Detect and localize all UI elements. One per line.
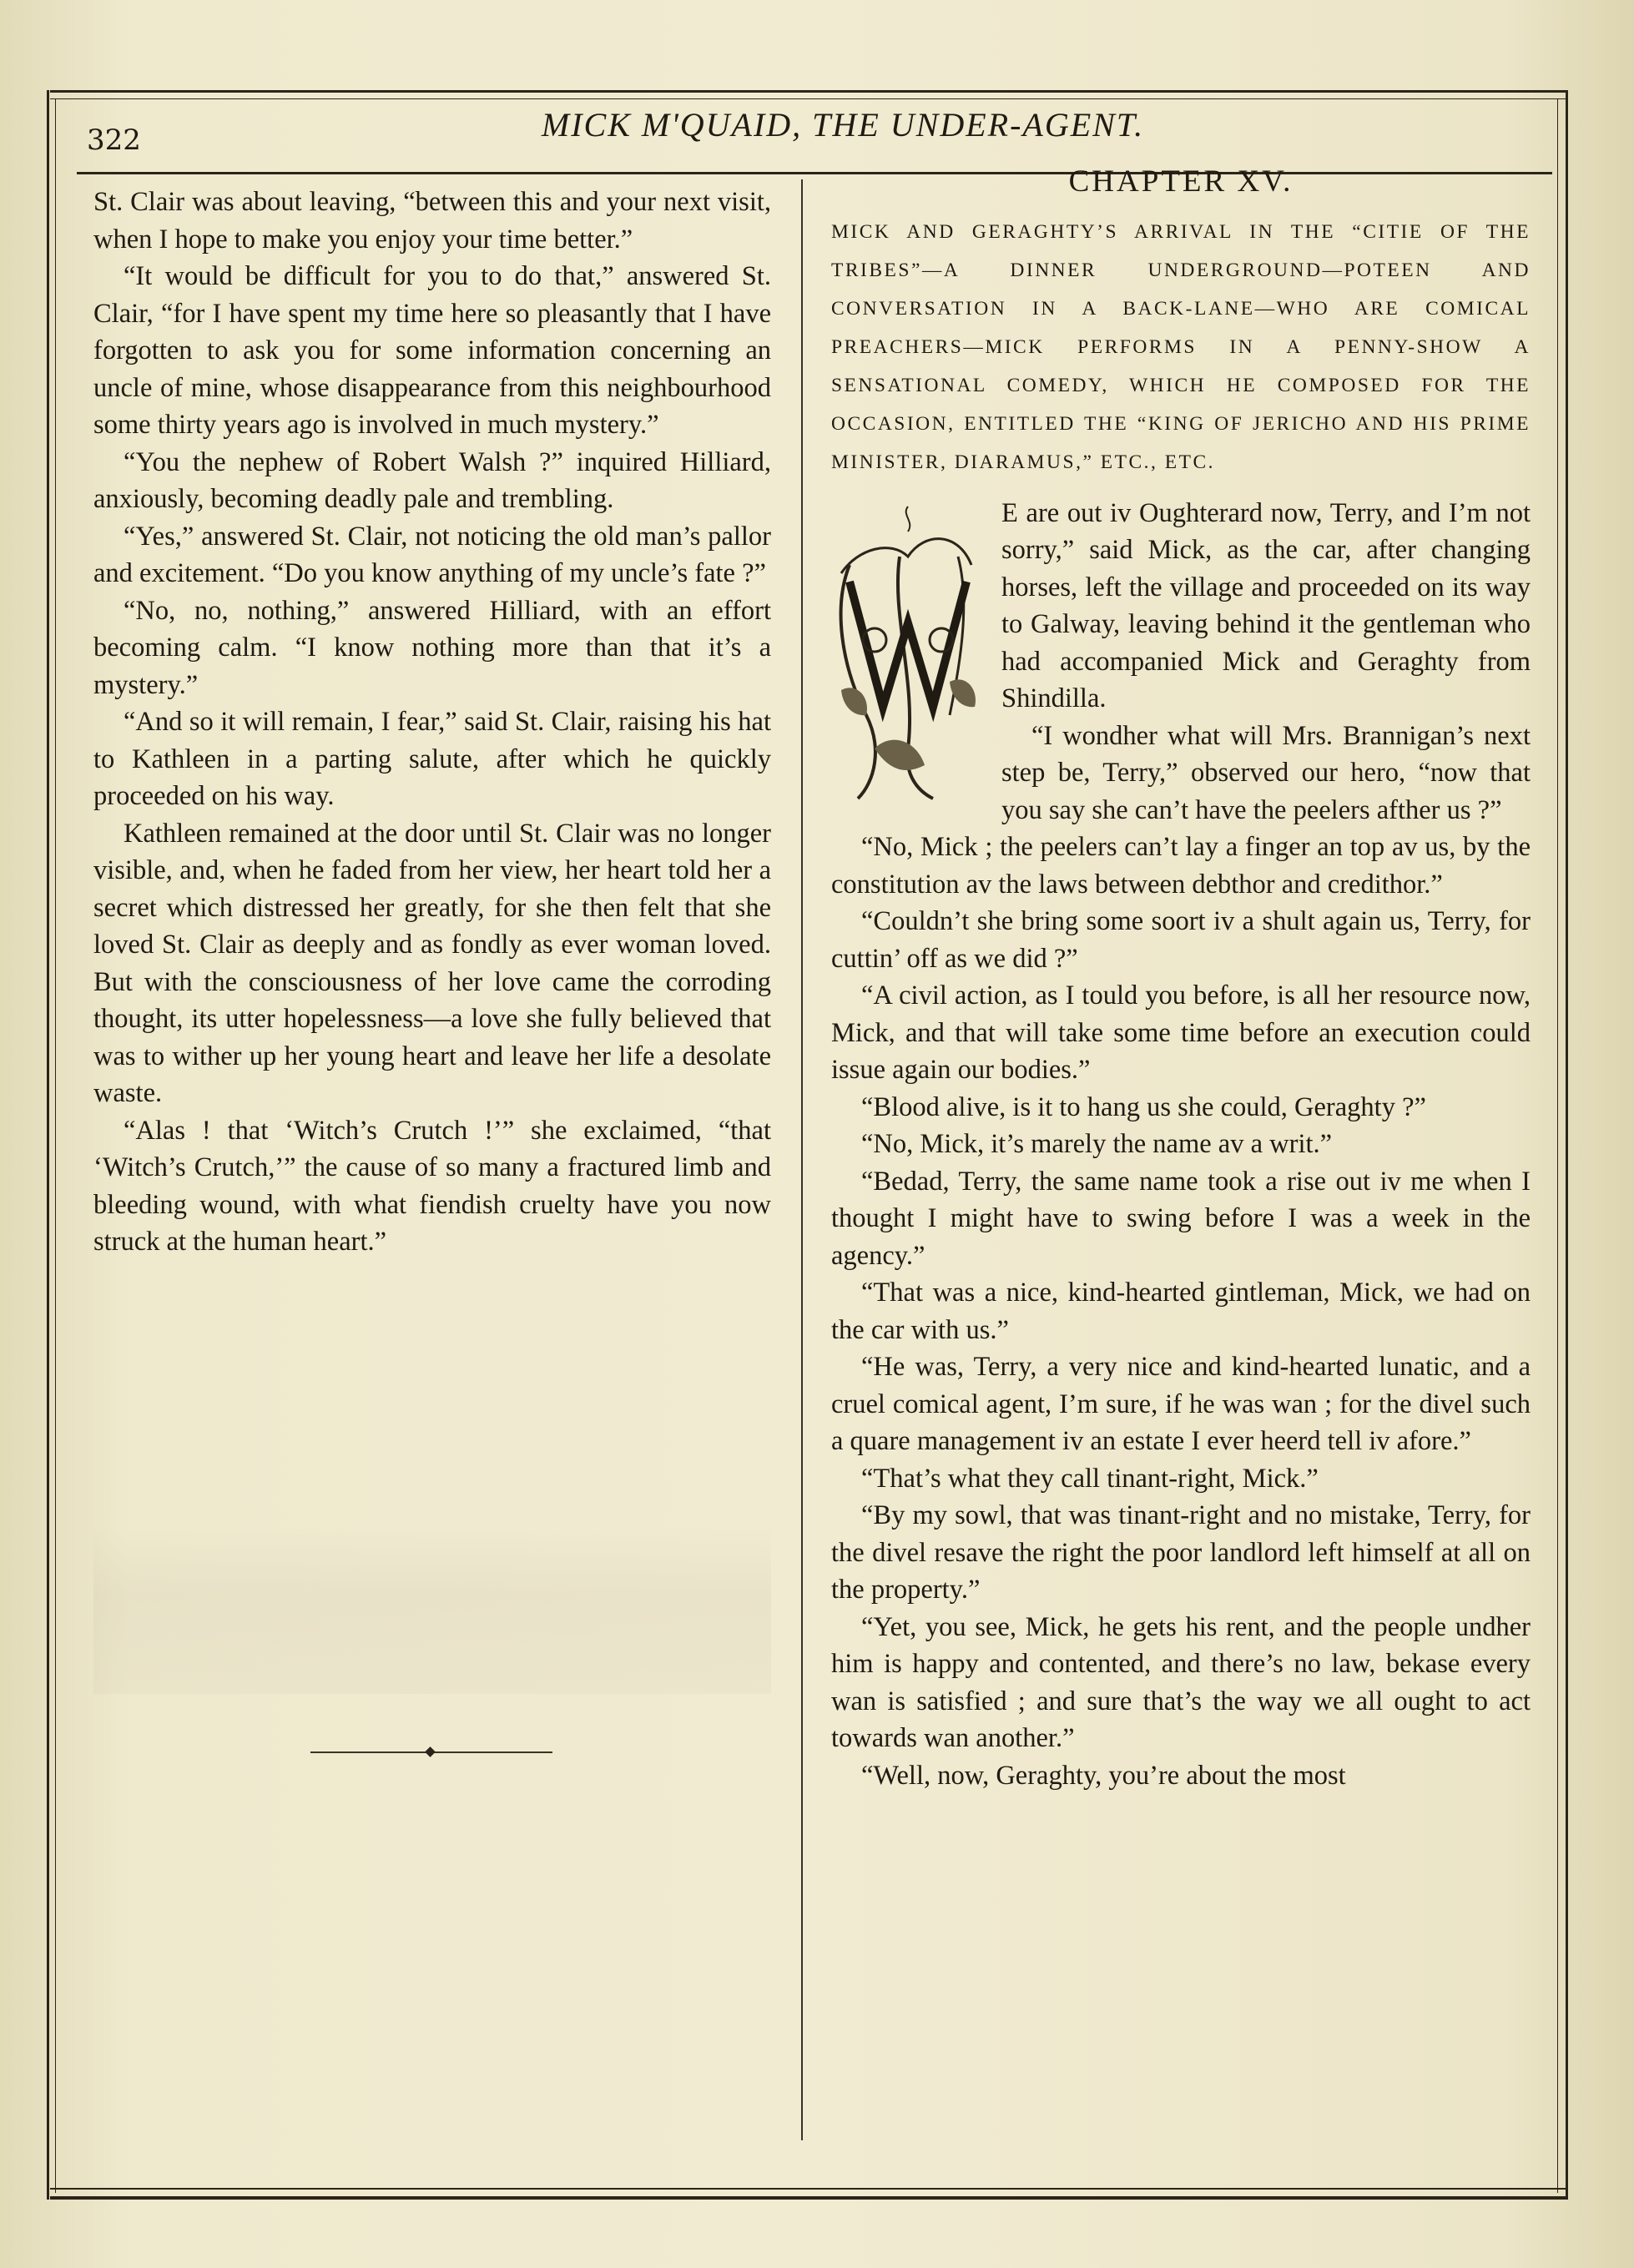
paragraph: “No, Mick, it’s marely the name av a writ.” — [861, 1129, 1333, 1159]
chapter-title: CHAPTER XV. — [1068, 164, 1294, 199]
left-column — [93, 184, 771, 1261]
paragraph: “Yes,” answered St. Clair, not noticing the old man’s pallor and excitement. “Do you know anything of my uncle’s fate ?” — [93, 521, 771, 588]
right-border-thin — [1557, 98, 1558, 2193]
drop-cap-ornament — [825, 498, 988, 809]
right-border — [1566, 90, 1568, 2200]
column-divider — [801, 179, 803, 2140]
ornamental-initial-icon — [825, 498, 988, 809]
paragraph: “That’s what they call tinant-right, Mick.” — [861, 1463, 1319, 1494]
paragraph: “He was, Terry, a very nice and kind-hearted lunatic, and a cruel comical agent, I’m sure, if he was wan ; for the divel such a quare management iv an estate I ever heerd tell iv afore.” — [831, 1352, 1531, 1456]
paragraph: “Yet, you see, Mick, he gets his rent, and the people undher him is happy and contented, and there’s no law, bekase every wan is satisfied ; and sure that’s the way we all ought to act towards wan another.” — [831, 1611, 1531, 1753]
paragraph: “I wondher what will Mrs. Brannigan’s next step be, Terry,” observed our hero, “now that you say she can’t have the peelers afther us ?” — [1001, 720, 1531, 825]
paragraph: “No, Mick ; the peelers can’t lay a finger an top av us, by the constitution av the laws between debthor and credithor.” — [831, 832, 1531, 900]
paragraph: “And so it will remain, I fear,” said St. Clair, raising his hat to Kathleen in a parting salute, after which he quickly proceeded on his way. — [93, 707, 771, 811]
bottom-rule-thin — [50, 2188, 1567, 2190]
bottom-rule — [50, 2196, 1567, 2200]
page-number: 322 — [87, 123, 141, 157]
left-border — [47, 90, 49, 2200]
paragraph: “You the nephew of Robert Walsh ?” inquired Hilliard, anxiously, becoming deadly pale and trembling. — [93, 446, 771, 514]
paragraph: “Well, now, Geraghty, you’re about the most — [861, 1760, 1346, 1791]
right-column — [831, 164, 1531, 1794]
paragraph: “By my sowl, that was tinant-right and no mistake, Terry, for the divel resave the right the poor landlord left himself at all on the property.” — [831, 1500, 1531, 1605]
paragraph: “Bedad, Terry, the same name took a rise out iv me when I thought I might have to swing before I was a week in the agency.” — [831, 1166, 1531, 1271]
running-title: MICK M'QUAID, THE UNDER-AGENT. — [541, 106, 1145, 144]
paragraph: Kathleen remained at the door until St. Clair was no longer visible, and, when he faded from her view, her heart told her a secret which distressed her greatly, for she then felt that she loved St. Clair as deeply and as fondly as ever woman loved. But with the consciousness of her love came the corroding thought, its utter hopelessness—a love she fully believed that was to wither up her young heart and leave her life a desolate waste. — [93, 818, 771, 1108]
paragraph: “That was a nice, kind-hearted gintleman, Mick, we had on the car with us.” — [831, 1278, 1531, 1345]
opening-paragraph: E are out iv Oughterard now, Terry, and I’m not sorry,” said Mick, as the car, after changing horses, left the village and proceeded on its way to Galway, leaving behind it the gentleman who had accompanied Mick and Geraghty from Shindilla. — [1001, 497, 1531, 713]
paragraph: “Blood alive, is it to hang us she could, Geraghty ?” — [861, 1091, 1426, 1122]
paragraph: St. Clair was about leaving, “between this and your next visit, when I hope to make you enjoy your time better.” — [93, 187, 771, 255]
top-rule — [50, 90, 1567, 93]
paragraph: “A civil action, as I tould you before, is all her resource now, Mick, and that will take some time before an execution could issue again our bodies.” — [831, 980, 1531, 1085]
left-border-thin — [55, 98, 56, 2193]
section-end-ornament — [310, 1747, 552, 1757]
paragraph: “Alas ! that ‘Witch’s Crutch !’” she exclaimed, “that ‘Witch’s Crutch,’” the cause of so many a fractured limb and bleeding wound, with what fiendish cruelty have you now struck at the human heart.” — [93, 1115, 771, 1257]
paragraph: “It would be difficult for you to do that,” answered St. Clair, “for I have spent my time here so pleasantly that I have forgotten to ask you for some information concerning an uncle of mine, whose disappearance from this neighbourhood some thirty years ago is involved in much mystery.” — [93, 261, 771, 440]
paragraph: “No, no, nothing,” answered Hilliard, with an effort becoming calm. “I know nothing more than that it’s a mystery.” — [93, 595, 771, 700]
paragraph: “Couldn’t she bring some soort iv a shult again us, Terry, for cuttin’ off as we did ?” — [831, 906, 1531, 974]
bleed-through-shadow — [93, 1527, 771, 1694]
chapter-summary: MICK AND GERAGHTY’S ARRIVAL IN THE “CITIE OF THE TRIBES”—A DINNER UNDERGROUND—POTEEN AND CONVERSATION IN A BACK-LANE—WHO ARE COMICAL PREACHERS—MICK PERFORMS IN A PENNY-SHOW A SENSATIONAL COMEDY, WHICH HE COMPOSED FOR THE OCCASION, ENTITLED THE “KING OF JERICHO AND HIS PRIME MINISTER, DIARAMUS,” ETC., ETC. — [831, 220, 1531, 473]
top-rule-thin — [50, 98, 1567, 99]
